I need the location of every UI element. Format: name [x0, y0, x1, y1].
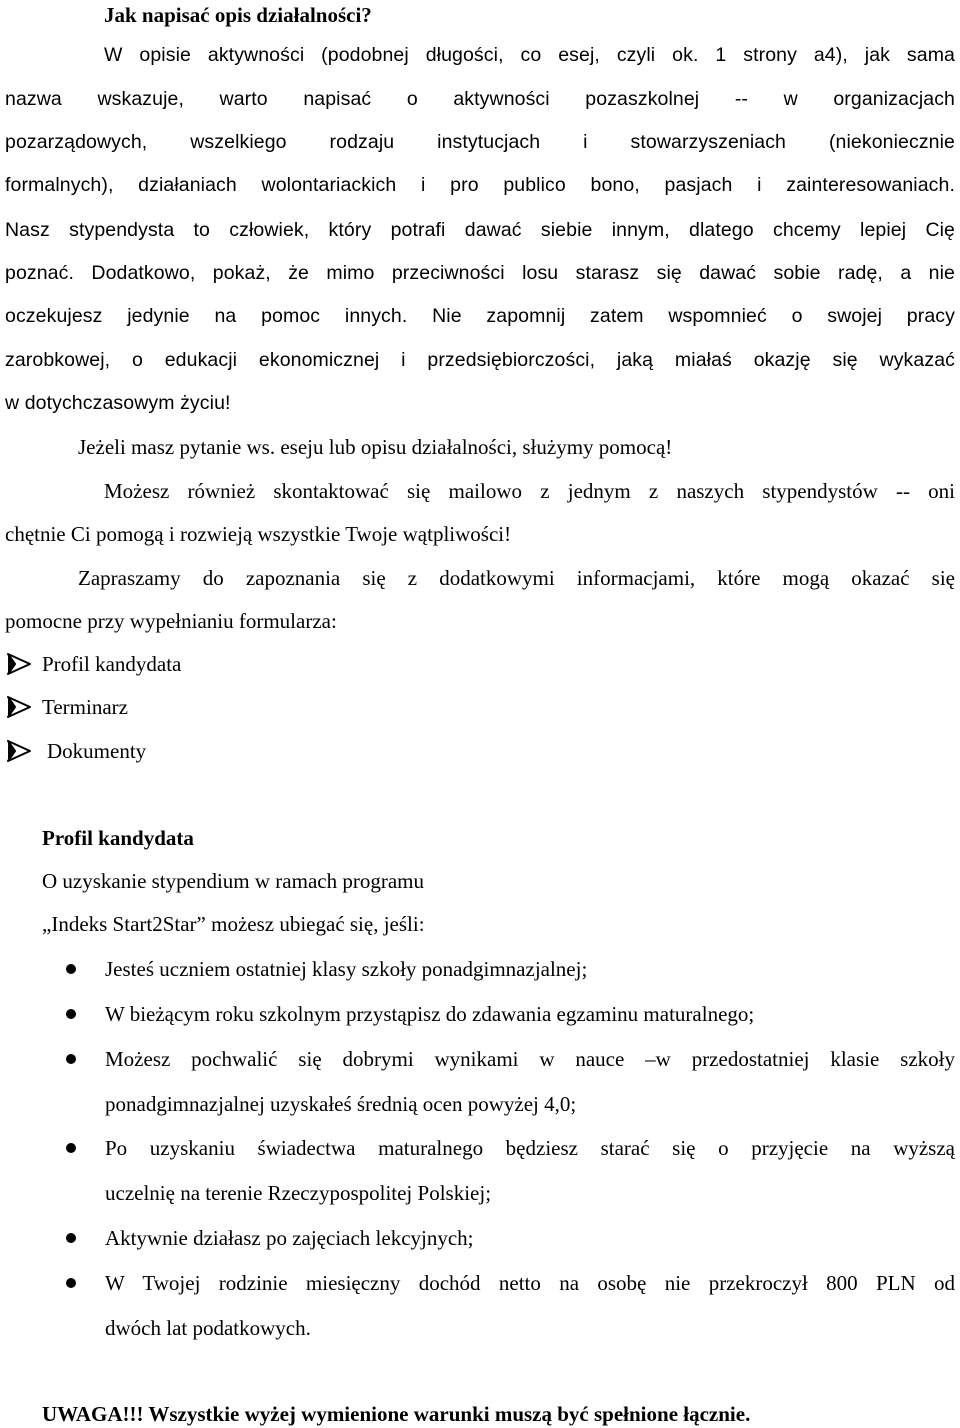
profile-lead-2: „Indeks Start2Star” możesz ubiegać się, jeśli:: [42, 912, 425, 936]
contact-line-2: chętnie Ci pomogą i rozwieją wszystkie Twoje wątpliwości!: [5, 522, 512, 546]
intro-line-9: w dotychczasowym życiu!: [5, 392, 231, 414]
invite-line-1: Zapraszamy do zapoznania się z dodatkowymi informacjami, które mogą okazać się: [78, 566, 955, 590]
intro-line-5: Nasz stypendysta to człowiek, który potrafi dawać siebie innym, dlatego chcemy lepiej Cię: [5, 219, 955, 241]
arrow-bullet-icon: [6, 695, 32, 719]
link-profil-kandydata[interactable]: Profil kandydata: [42, 652, 182, 676]
bullet-icon: [66, 1009, 76, 1019]
warning-text: UWAGA!!! Wszystkie wyżej wymienione warunki muszą być spełnione łącznie.: [42, 1402, 751, 1426]
intro-line-7: oczekujesz jedynie na pomoc innych. Nie zapomnij zatem wspomnieć o swojej pracy: [5, 305, 955, 327]
profile-item-4-line-1: Po uzyskaniu świadectwa maturalnego będziesz starać się o przyjęcie na wyższą: [105, 1136, 955, 1160]
link-dokumenty[interactable]: Dokumenty: [47, 739, 147, 763]
intro-line-1: W opisie aktywności (podobnej długości, co esej, czyli ok. 1 strony a4), jak sama: [104, 44, 955, 66]
profile-lead-1: O uzyskanie stypendium w ramach programu: [42, 869, 424, 893]
bullet-icon: [66, 1143, 76, 1153]
profile-item-3-line-2: ponadgimnazjalnej uzyskałeś średnią ocen powyżej 4,0;: [105, 1092, 577, 1116]
intro-line-6: poznać. Dodatkowo, pokaż, że mimo przeciwności losu starasz się dawać sobie radę, a nie: [5, 262, 955, 284]
profile-item-2: W bieżącym roku szkolnym przystąpisz do zdawania egzaminu maturalnego;: [105, 1002, 755, 1026]
bullet-icon: [66, 1233, 76, 1243]
profile-title: Profil kandydata: [42, 826, 194, 850]
profile-item-5: Aktywnie działasz po zajęciach lekcyjnych;: [105, 1226, 474, 1250]
profile-item-1: Jesteś uczniem ostatniej klasy szkoły ponadgimnazjalnej;: [105, 957, 588, 981]
profile-item-6-line-2: dwóch lat podatkowych.: [105, 1316, 311, 1340]
heading: Jak napisać opis działalności?: [104, 3, 372, 27]
help-line: Jeżeli masz pytanie ws. eseju lub opisu działalności, służymy pomocą!: [78, 435, 673, 459]
intro-line-4: formalnych), działaniach wolontariackich i pro publico bono, pasjach i zainteresowaniach.: [5, 174, 955, 196]
bullet-icon: [66, 964, 76, 974]
profile-item-3-line-1: Możesz pochwalić się dobrymi wynikami w nauce –w przedostatniej klasie szkoły: [105, 1047, 955, 1071]
link-terminarz[interactable]: Terminarz: [42, 695, 128, 719]
bullet-icon: [66, 1054, 76, 1064]
bullet-icon: [66, 1278, 76, 1288]
profile-item-6-line-1: W Twojej rodzinie miesięczny dochód netto na osobę nie przekroczył 800 PLN od: [105, 1271, 955, 1295]
arrow-bullet-icon: [6, 739, 32, 763]
profile-item-4-line-2: uczelnię na terenie Rzeczypospolitej Polskiej;: [105, 1181, 492, 1205]
intro-line-8: zarobkowej, o edukacji ekonomicznej i przedsiębiorczości, jaką miałaś okazję się wykazać: [5, 349, 955, 371]
intro-line-3: pozarządowych, wszelkiego rodzaju instytucjach i stowarzyszeniach (niekoniecznie: [5, 131, 955, 153]
contact-line-1: Możesz również skontaktować się mailowo z jednym z naszych stypendystów -- oni: [104, 479, 955, 503]
intro-line-2: nazwa wskazuje, warto napisać o aktywności pozaszkolnej -- w organizacjach: [5, 88, 955, 110]
arrow-bullet-icon: [6, 652, 32, 676]
invite-line-2: pomocne przy wypełnianiu formularza:: [5, 609, 337, 633]
